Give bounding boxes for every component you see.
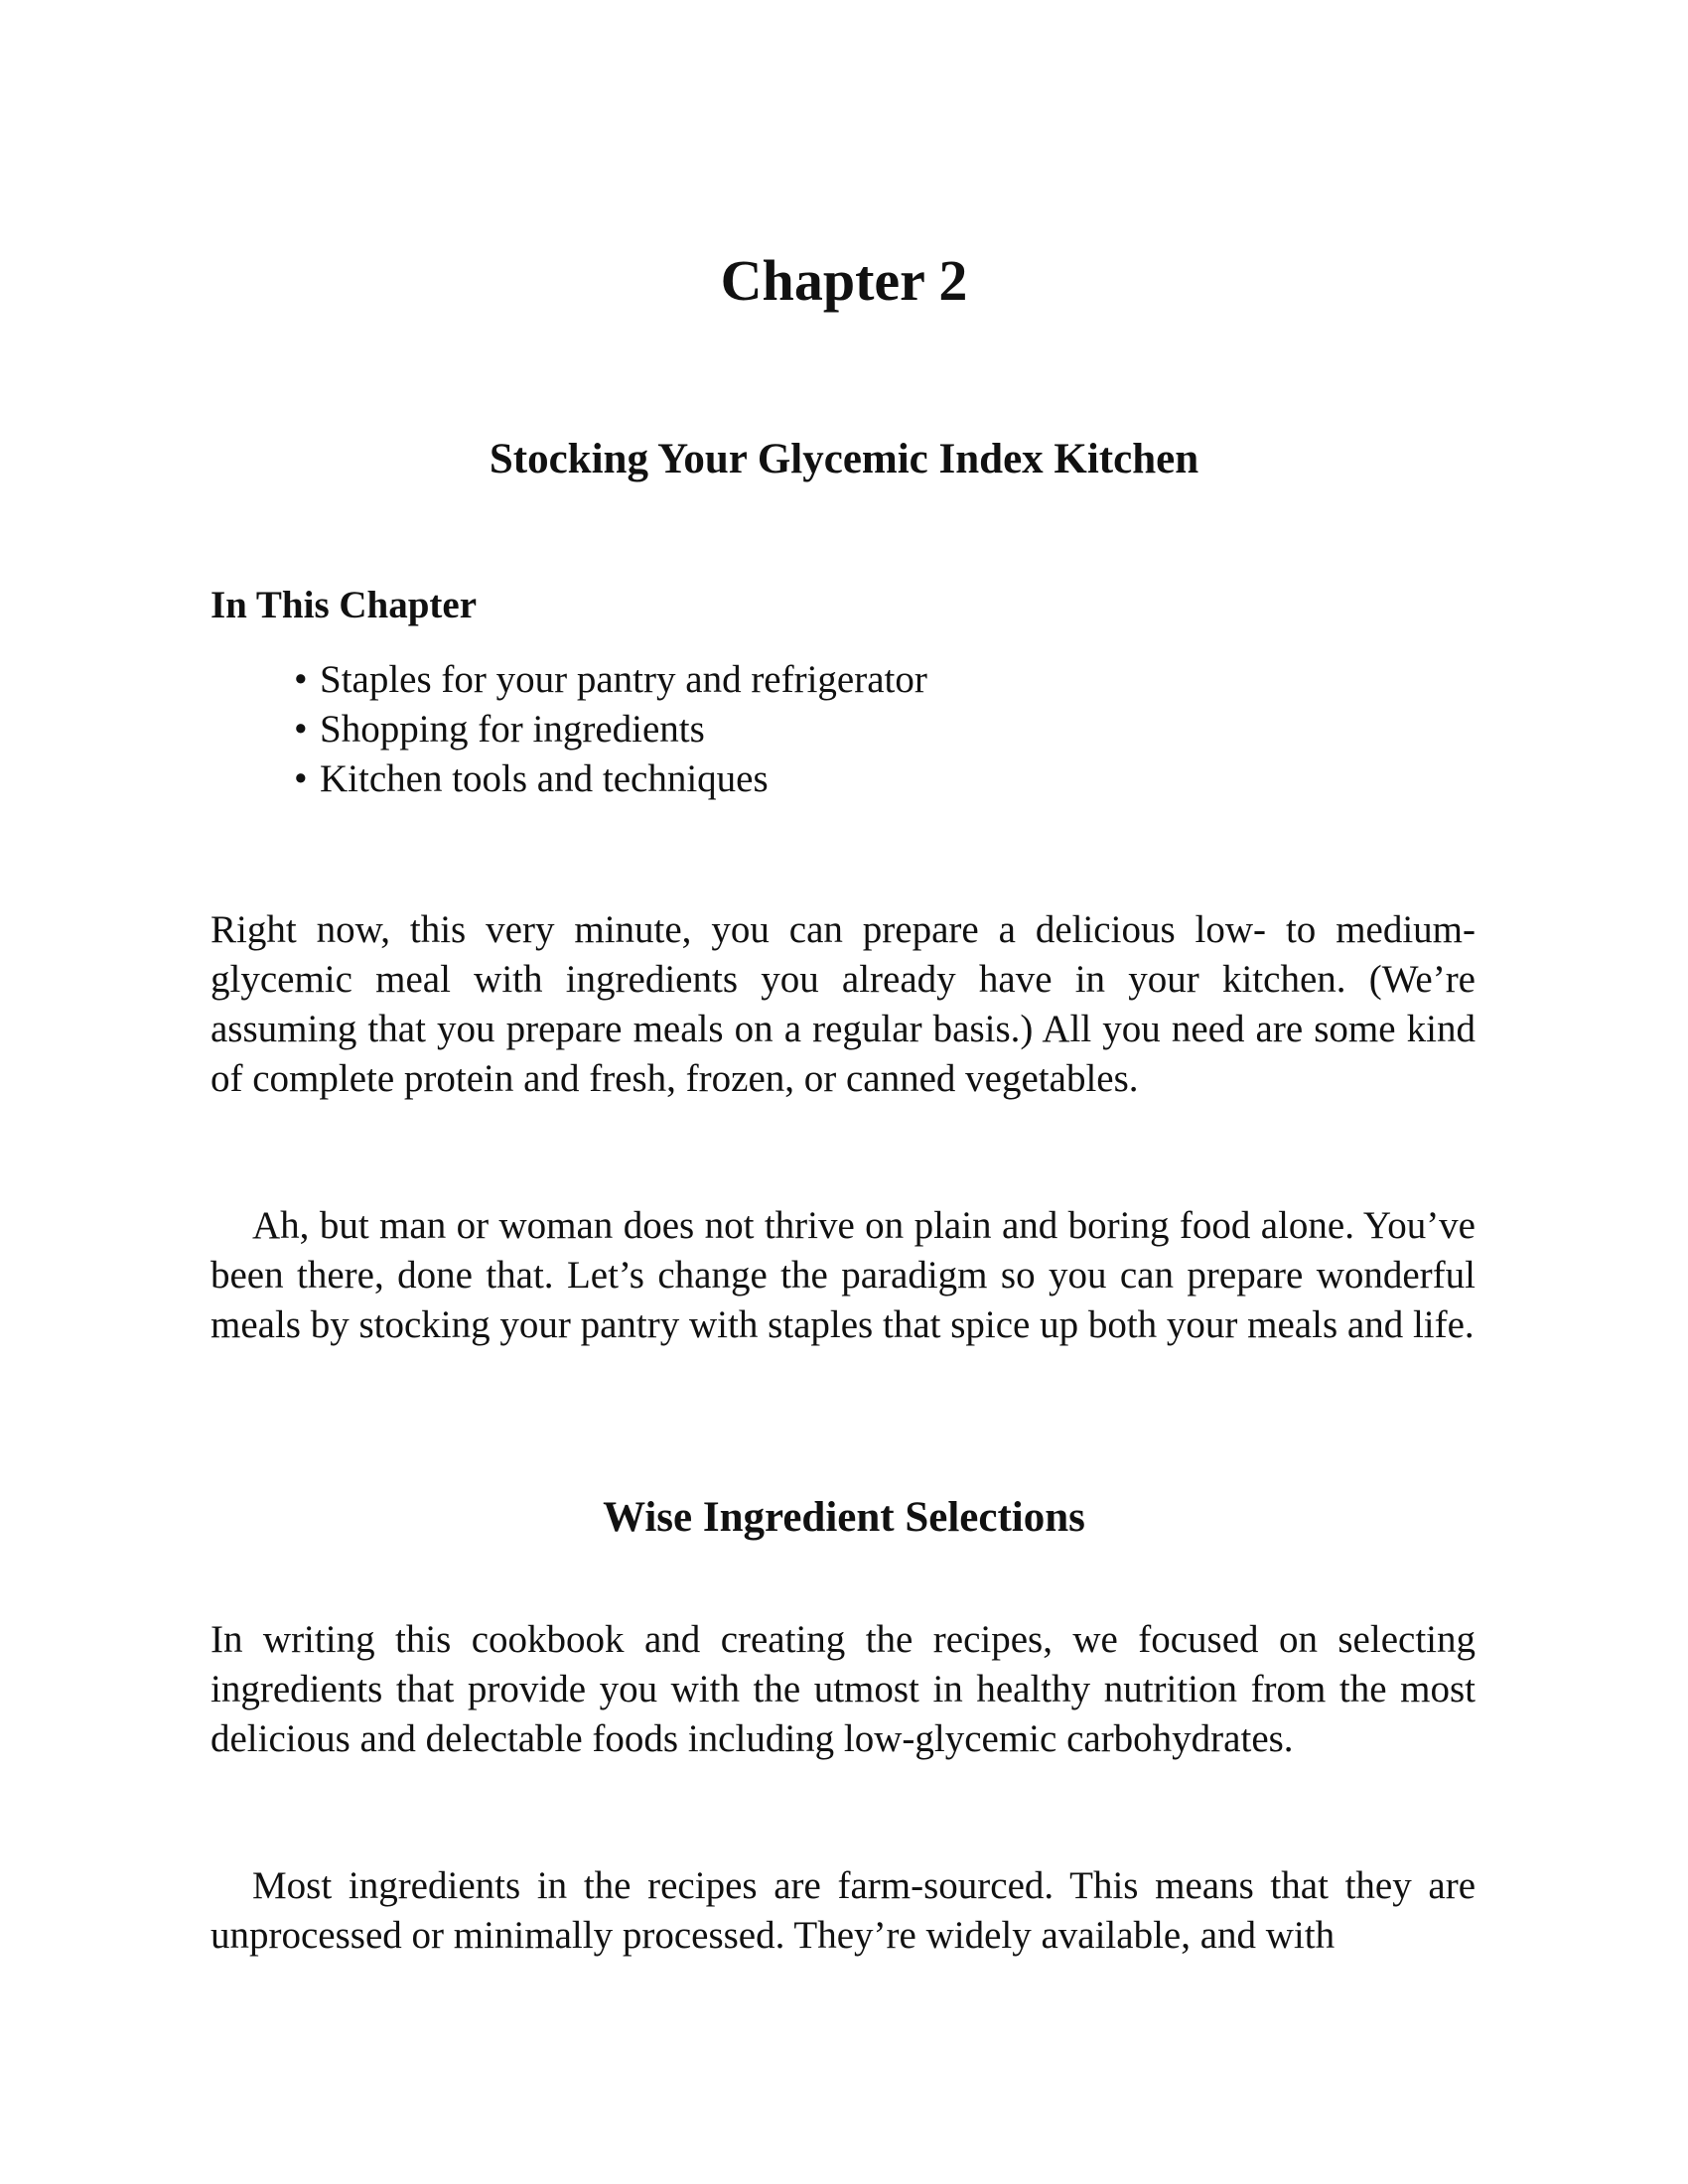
list-item: [294, 705, 927, 754]
intro-paragraph-1: Right now, this very minute, you can prepare a delicious low- to medium-glycemic meal with ingredients you already have in your kitchen. (We’re assuming that you prepare meals on a regular basis.) All you need are some kind of complete protein and fresh, frozen, or canned vegetables.: [211, 908, 1476, 1100]
section-paragraph-1: In writing this cookbook and creating the recipes, we focused on selecting ingredients that provide you with the utmost in healthy nutrition from the most delicious and delectable foods including low-glycemic carbohydrates.: [211, 1618, 1476, 1760]
in-this-chapter-heading: In This Chapter: [211, 584, 478, 626]
list-item: [294, 754, 927, 804]
chapter-title: Stocking Your Glycemic Index Kitchen: [489, 436, 1199, 482]
chapter-number: Chapter 2: [720, 248, 968, 313]
list-item-text: Staples for your pantry and refrigerator: [320, 658, 927, 701]
section-heading: Wise Ingredient Selections: [603, 1494, 1085, 1541]
list-item: [294, 655, 927, 705]
bullet-icon: •: [294, 708, 308, 751]
list-item-text: Kitchen tools and techniques: [320, 757, 769, 800]
bullet-icon: •: [294, 757, 308, 800]
intro-paragraph-2: Ah, but man or woman does not thrive on plain and boring food alone. You’ve been there, done that. Let’s change the paradigm so you can prepare wonderful meals by stocking your pantry with staples that spice up both your meals and life.: [211, 1204, 1476, 1346]
bullet-icon: •: [294, 658, 308, 701]
section-paragraph-2: Most ingredients in the recipes are farm-sourced. This means that they are unprocessed or minimally processed. They’re widely available, and with: [211, 1864, 1476, 1957]
list-item-text: Shopping for ingredients: [320, 708, 705, 751]
chapter-topics-list: [294, 655, 927, 804]
